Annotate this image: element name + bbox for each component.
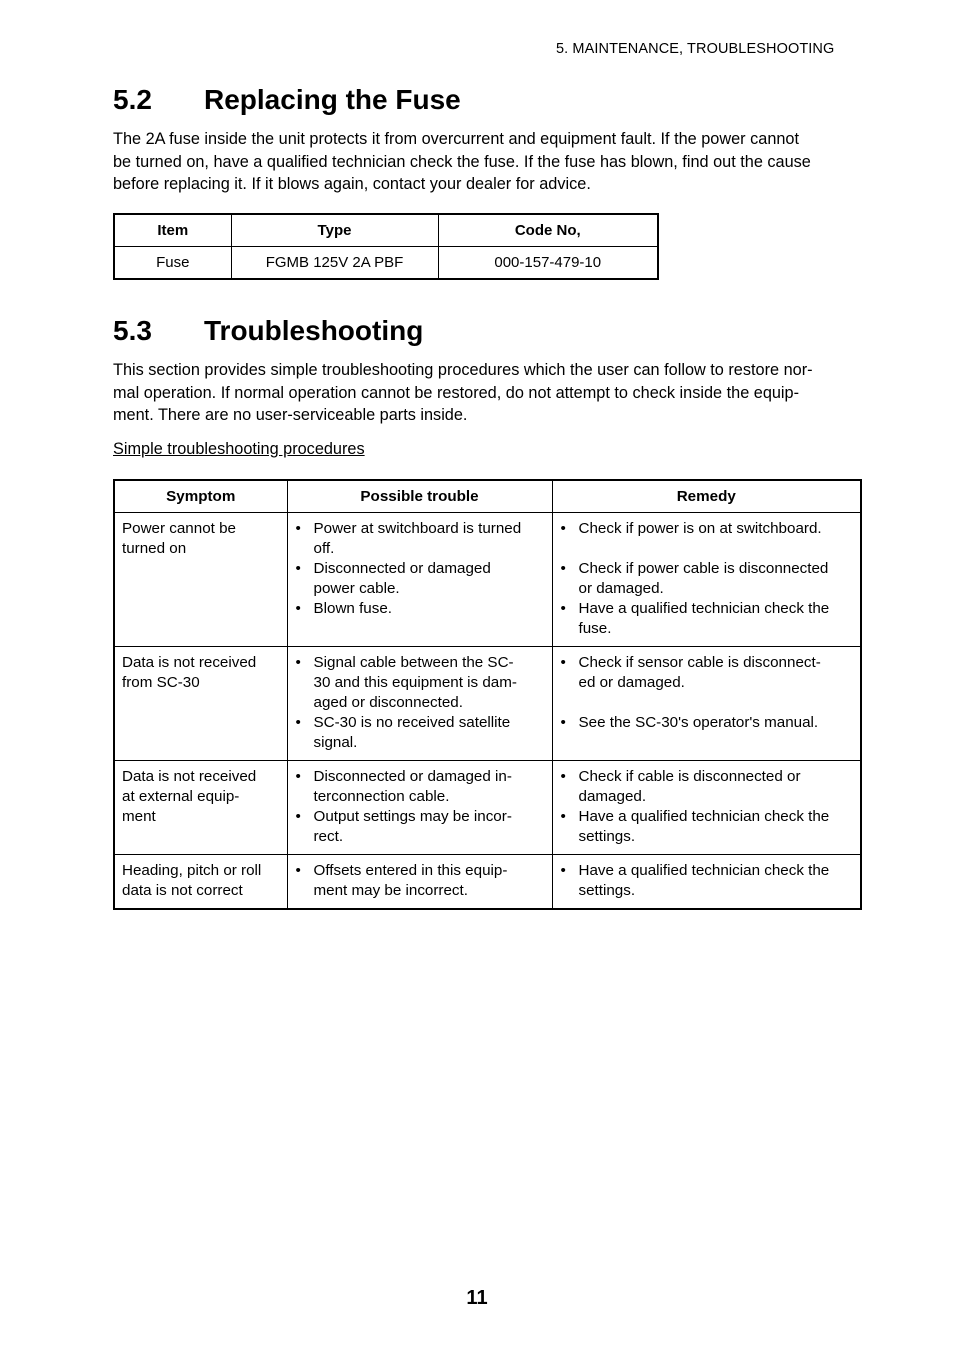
symptom-line: Heading, pitch or roll bbox=[122, 862, 262, 879]
bullet-icon: • bbox=[295, 808, 301, 825]
remedy-cell bbox=[552, 647, 861, 761]
column-header: Possible trouble bbox=[287, 480, 552, 513]
bullet-line: Signal cable between the SC- bbox=[313, 654, 514, 671]
table-cell: Fuse bbox=[114, 247, 231, 280]
paragraph-line: before replacing it. If it blows again, contact your dealer for advice. bbox=[113, 175, 591, 194]
troubleshooting-paragraph bbox=[113, 359, 873, 427]
bullet-icon: • bbox=[560, 808, 566, 825]
bullet-line: Output settings may be incor- bbox=[313, 808, 512, 825]
bullet-line: Check if cable is disconnected or bbox=[578, 768, 801, 785]
bullet-line: or damaged. bbox=[578, 580, 664, 597]
bullet-line: SC-30 is no received satellite bbox=[313, 714, 511, 731]
bullet-line: off. bbox=[313, 540, 335, 557]
bullet-icon: • bbox=[560, 714, 566, 731]
column-header: Remedy bbox=[552, 480, 861, 513]
bullet-icon: • bbox=[295, 560, 301, 577]
column-header: Item bbox=[114, 214, 231, 247]
bullet-line: terconnection cable. bbox=[313, 788, 450, 805]
bullet-line: 30 and this equipment is dam- bbox=[313, 674, 517, 691]
bullet-item bbox=[295, 807, 546, 847]
fuse-table-header-row bbox=[114, 214, 658, 247]
bullet-item bbox=[295, 713, 546, 753]
bullet-line: power cable. bbox=[313, 580, 400, 597]
column-header: Type bbox=[231, 214, 438, 247]
section-number: 5.3 bbox=[113, 315, 152, 346]
bullet-item bbox=[560, 861, 855, 901]
table-row bbox=[114, 855, 861, 910]
column-header: Symptom bbox=[114, 480, 287, 513]
bullet-line: fuse. bbox=[578, 620, 612, 637]
bullet-line: Blown fuse. bbox=[313, 600, 393, 617]
paragraph-line: mal operation. If normal operation cannot be restored, do not attempt to check inside the equip- bbox=[113, 383, 800, 402]
troubleshooting-table bbox=[113, 479, 862, 910]
remedy-cell bbox=[552, 855, 861, 910]
bullet-item bbox=[295, 653, 546, 713]
section-title-text: Replacing the Fuse bbox=[204, 84, 461, 115]
bullet-icon: • bbox=[295, 768, 301, 785]
trouble-cell bbox=[287, 761, 552, 855]
bullet-icon: • bbox=[560, 862, 566, 879]
table-row bbox=[114, 513, 861, 647]
bullet-icon: • bbox=[295, 520, 301, 537]
symptom-cell bbox=[114, 761, 287, 855]
bullet-icon: • bbox=[560, 600, 566, 617]
section-title-troubleshooting bbox=[113, 315, 423, 347]
bullet-line: Have a qualified technician check the bbox=[578, 808, 830, 825]
table-row bbox=[114, 247, 658, 280]
procedures-heading: Simple troubleshooting procedures bbox=[113, 440, 365, 458]
trouble-cell bbox=[287, 647, 552, 761]
paragraph-line: ment. There are no user-serviceable parts inside. bbox=[113, 406, 468, 425]
bullet-line: Have a qualified technician check the bbox=[578, 600, 830, 617]
symptom-line: ment bbox=[122, 808, 156, 825]
symptom-cell bbox=[114, 513, 287, 647]
bullet-line: damaged. bbox=[578, 788, 647, 805]
bullet-item bbox=[560, 767, 855, 807]
troubleshooting-header-row bbox=[114, 480, 861, 513]
remedy-cell bbox=[552, 513, 861, 647]
bullet-item bbox=[560, 599, 855, 639]
bullet-line: Check if power is on at switchboard. bbox=[578, 520, 822, 537]
bullet-item bbox=[295, 861, 546, 901]
bullet-item bbox=[295, 559, 546, 599]
paragraph-line: This section provides simple troubleshooting procedures which the user can follow to restore nor- bbox=[113, 361, 813, 379]
bullet-line: Disconnected or damaged bbox=[313, 560, 491, 577]
bullet-icon: • bbox=[295, 862, 301, 879]
bullet-line: See the SC-30's operator's manual. bbox=[578, 714, 819, 731]
bullet-line: ment may be incorrect. bbox=[313, 882, 468, 899]
bullet-item bbox=[560, 713, 855, 733]
symptom-cell bbox=[114, 647, 287, 761]
symptom-cell bbox=[114, 855, 287, 910]
symptom-line: data is not correct bbox=[122, 882, 243, 899]
paragraph-line: be turned on, have a qualified technician check the fuse. If the fuse has blown, find out the cause bbox=[113, 152, 811, 171]
bullet-item bbox=[295, 599, 546, 619]
bullet-line: signal. bbox=[313, 734, 358, 751]
bullet-item bbox=[295, 767, 546, 807]
bullet-item bbox=[560, 807, 855, 847]
symptom-line: at external equip- bbox=[122, 788, 240, 805]
bullet-line: Have a qualified technician check the bbox=[578, 862, 830, 879]
bullet-icon: • bbox=[560, 654, 566, 671]
bullet-line: settings. bbox=[578, 882, 636, 899]
bullet-icon: • bbox=[560, 768, 566, 785]
bullet-icon: • bbox=[560, 520, 566, 537]
bullet-line: Power at switchboard is turned bbox=[313, 520, 522, 537]
bullet-item bbox=[295, 519, 546, 559]
symptom-line: Power cannot be bbox=[122, 520, 236, 537]
bullet-line: Check if power cable is disconnected bbox=[578, 560, 829, 577]
symptom-line: Data is not received bbox=[122, 768, 257, 785]
bullet-line: Disconnected or damaged in- bbox=[313, 768, 512, 785]
bullet-line: Offsets entered in this equip- bbox=[313, 862, 508, 879]
table-row bbox=[114, 761, 861, 855]
section-title-text: Troubleshooting bbox=[204, 315, 424, 346]
trouble-cell bbox=[287, 855, 552, 910]
bullet-icon: • bbox=[560, 560, 566, 577]
bullet-line: settings. bbox=[578, 828, 636, 845]
remedy-cell bbox=[552, 761, 861, 855]
running-head: 5. MAINTENANCE, TROUBLESHOOTING bbox=[556, 41, 835, 57]
fuse-paragraph bbox=[113, 128, 873, 196]
symptom-line: from SC-30 bbox=[122, 674, 200, 691]
bullet-icon: • bbox=[295, 714, 301, 731]
section-title-fuse bbox=[113, 84, 461, 116]
bullet-line: ed or damaged. bbox=[578, 674, 685, 691]
bullet-icon: • bbox=[295, 654, 301, 671]
section-number: 5.2 bbox=[113, 84, 152, 115]
table-row bbox=[114, 647, 861, 761]
symptom-line: turned on bbox=[122, 540, 187, 557]
page-number: 11 bbox=[466, 1287, 488, 1309]
bullet-item bbox=[560, 559, 855, 599]
fuse-table bbox=[113, 213, 659, 280]
table-cell: 000-157-479-10 bbox=[438, 247, 658, 280]
table-cell: FGMB 125V 2A PBF bbox=[231, 247, 438, 280]
bullet-item bbox=[560, 519, 855, 539]
bullet-line: rect. bbox=[313, 828, 344, 845]
paragraph-line: The 2A fuse inside the unit protects it from overcurrent and equipment fault. If the power cannot bbox=[113, 130, 800, 148]
bullet-line: Check if sensor cable is disconnect- bbox=[578, 654, 821, 671]
bullet-item bbox=[560, 653, 855, 693]
bullet-icon: • bbox=[295, 600, 301, 617]
bullet-line: aged or disconnected. bbox=[313, 694, 463, 711]
column-header: Code No, bbox=[438, 214, 658, 247]
trouble-cell bbox=[287, 513, 552, 647]
symptom-line: Data is not received bbox=[122, 654, 257, 671]
